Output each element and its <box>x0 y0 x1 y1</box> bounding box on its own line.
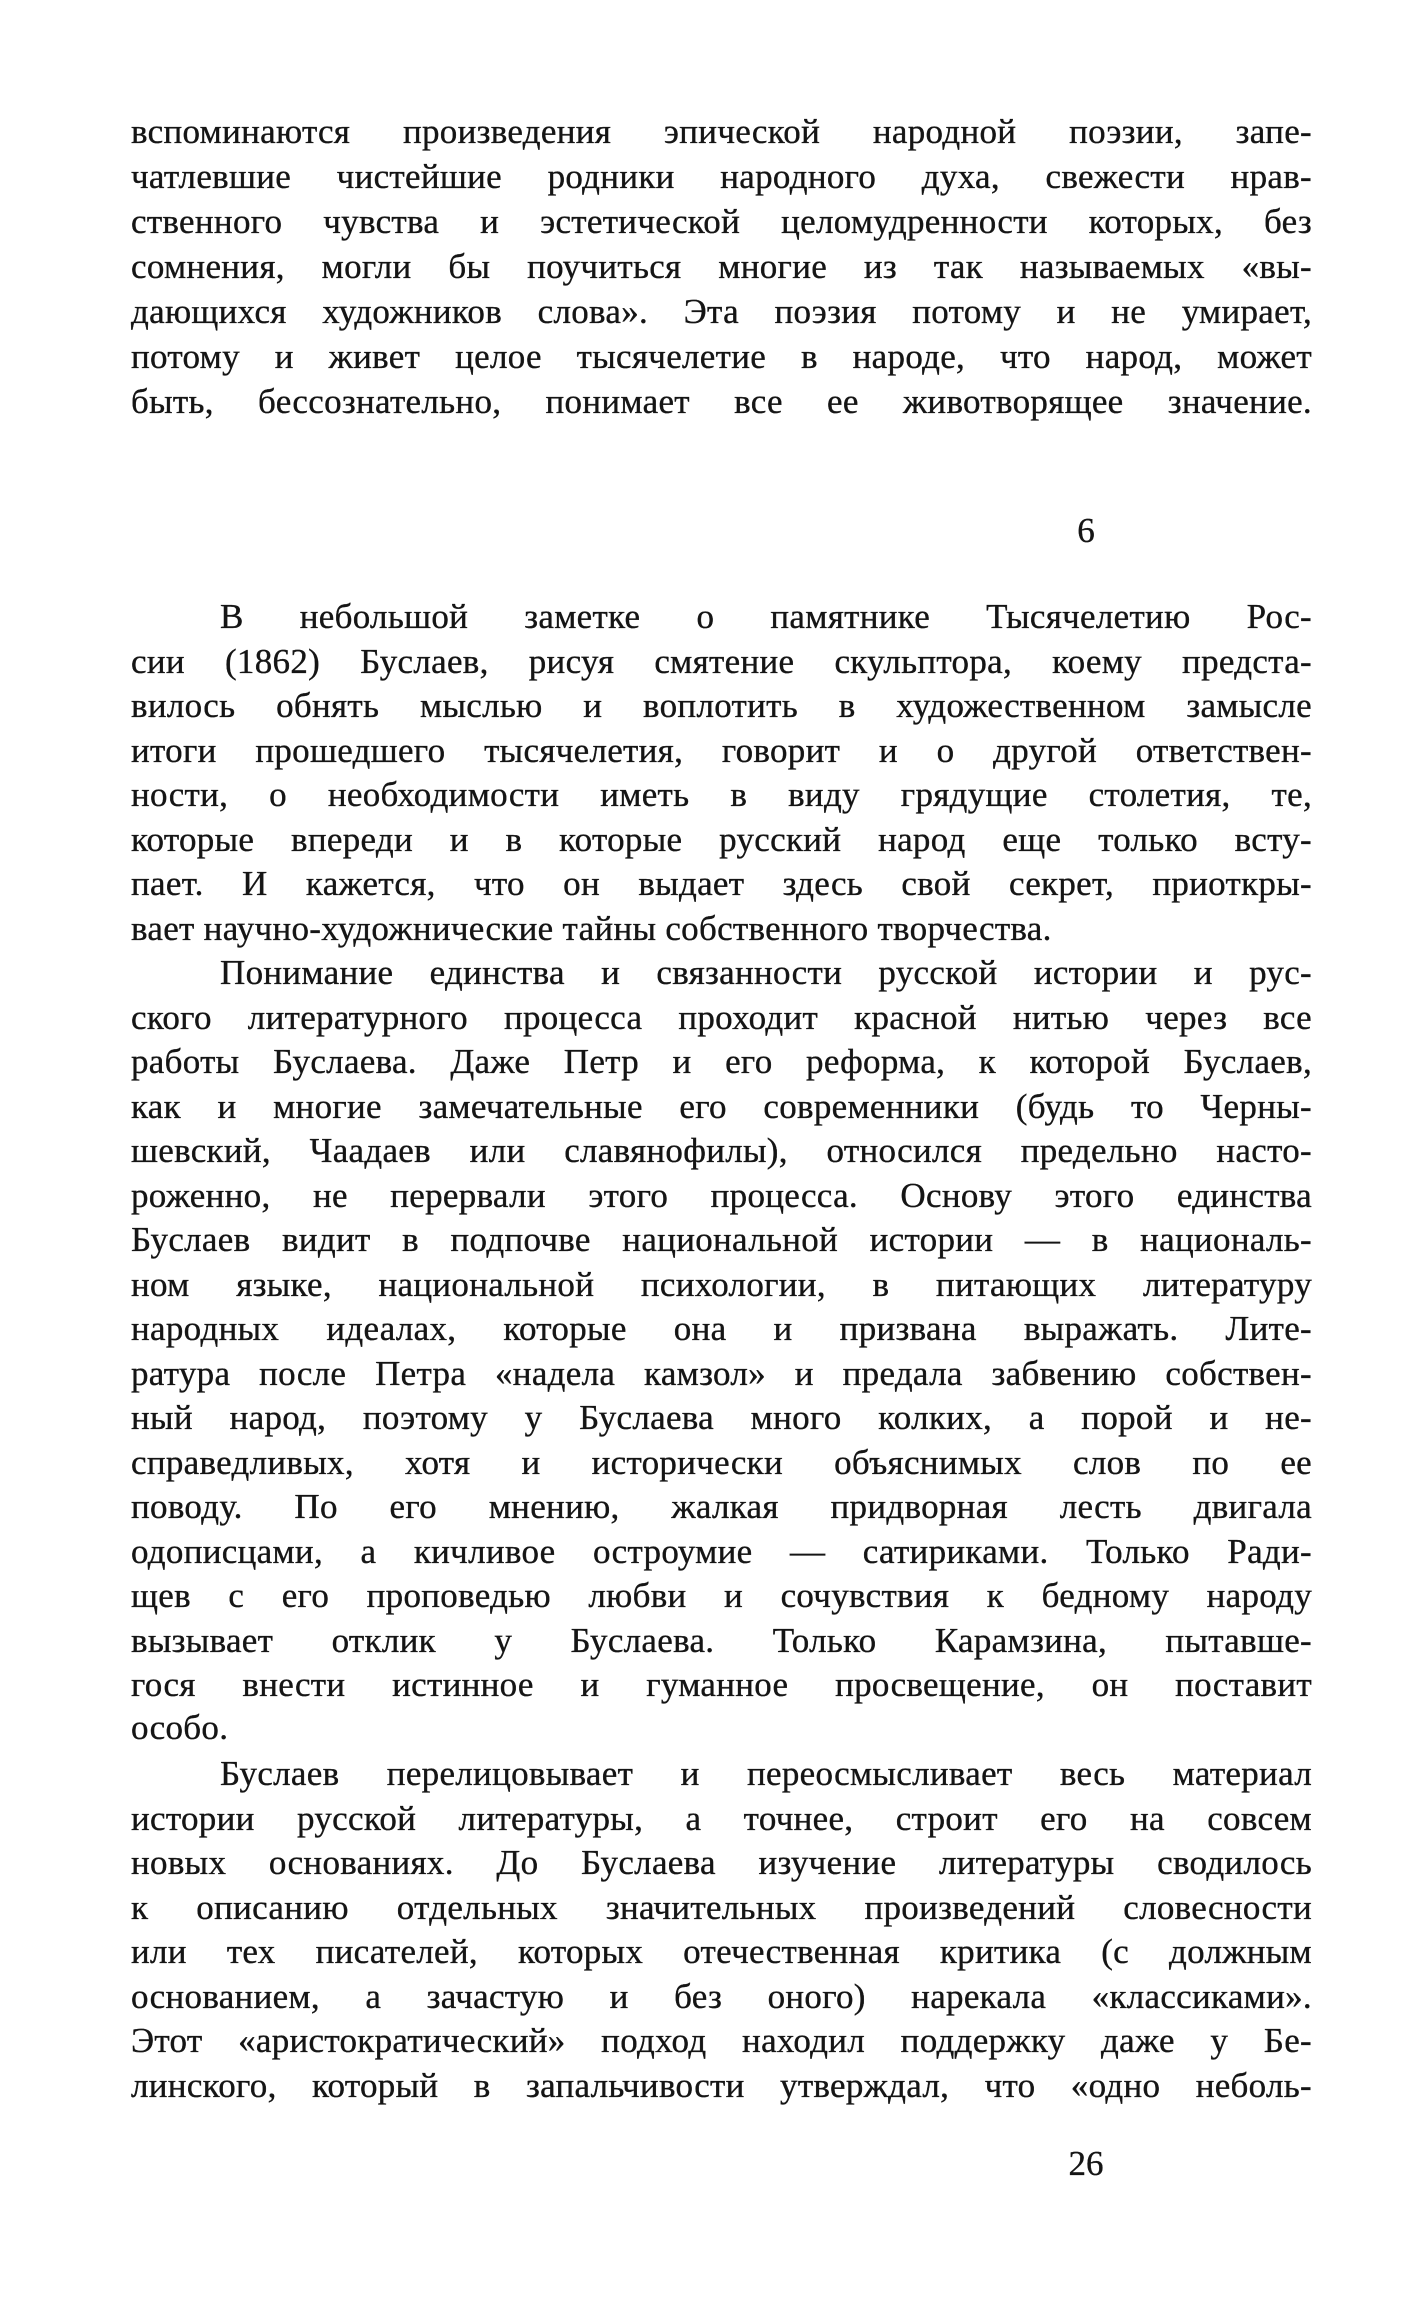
text-line: ный народ, поэтому у Буслаева много колких, а порой и не- <box>131 1398 1312 1437</box>
text-line: Понимание единства и связанности русской истории и рус- <box>220 953 1312 992</box>
text-line: основанием, а зачастую и без оного) нарекала «классиками». <box>131 1977 1312 2016</box>
text-line: сии (1862) Буслаев, рисуя смятение скульптора, коему предста- <box>131 642 1312 681</box>
text-line: истории русской литературы, а точнее, строит его на совсем <box>131 1799 1312 1838</box>
text-line: ности, о необходимости иметь в виду грядущие столетия, те, <box>131 775 1312 814</box>
text-line: народных идеалах, которые она и призвана выражать. Лите- <box>131 1309 1312 1348</box>
text-line: к описанию отдельных значительных произведений словесности <box>131 1888 1312 1927</box>
text-line: вилось обнять мыслью и воплотить в художественном замысле <box>131 686 1312 725</box>
text-line: Этот «аристократический» подход находил поддержку даже у Бе- <box>131 2021 1312 2060</box>
text-line: щев с его проповедью любви и сочувствия к бедному народу <box>131 1576 1312 1615</box>
text-line: вспоминаются произведения эпической народной поэзии, запе- <box>131 112 1312 151</box>
section-number: 6 <box>1077 511 1095 550</box>
text-line: ского литературного процесса проходит красной нитью через все <box>131 998 1312 1037</box>
text-line: вызывает отклик у Буслаева. Только Карамзина, пытавше- <box>131 1621 1312 1660</box>
text-line: или тех писателей, которых отечественная критика (с должным <box>131 1932 1312 1971</box>
text-line: которые впереди и в которые русский народ еще только всту- <box>131 820 1312 859</box>
text-line: поводу. По его мнению, жалкая придворная лесть двигала <box>131 1487 1312 1526</box>
text-line: Буслаев видит в подпочве национальной истории — в националь- <box>131 1220 1312 1259</box>
page-number: 26 <box>1068 2144 1104 2183</box>
text-line: как и многие замечательные его современники (будь то Черны- <box>131 1087 1312 1126</box>
text-line: ратура после Петра «надела камзол» и предала забвению собствен- <box>131 1354 1312 1393</box>
text-line: справедливых, хотя и исторически объяснимых слов по ее <box>131 1443 1312 1482</box>
text-line: ственного чувства и эстетической целомудренности которых, без <box>131 202 1312 241</box>
text-line: роженно, не перервали этого процесса. Основу этого единства <box>131 1176 1312 1215</box>
text-line: линского, который в запальчивости утверждал, что «одно неболь- <box>131 2066 1312 2105</box>
text-line: ном языке, национальной психологии, в питающих литературу <box>131 1265 1312 1304</box>
text-line: дающихся художников слова». Эта поэзия потому и не умирает, <box>131 292 1312 331</box>
text-line: особо. <box>131 1708 229 1747</box>
text-line: потому и живет целое тысячелетие в народе, что народ, может <box>131 337 1312 376</box>
text-line: Буслаев перелицовывает и переосмысливает весь материал <box>220 1754 1312 1793</box>
text-line: гося внести истинное и гуманное просвещение, он поставит <box>131 1665 1312 1704</box>
text-line: вает научно-художнические тайны собственного творчества. <box>131 909 1052 948</box>
text-line: итоги прошедшего тысячелетия, говорит и о другой ответствен- <box>131 731 1312 770</box>
text-line: пает. И кажется, что он выдает здесь свой секрет, приоткры- <box>131 864 1312 903</box>
text-line: работы Буслаева. Даже Петр и его реформа, к которой Буслаев, <box>131 1042 1312 1081</box>
text-line: сомнения, могли бы поучиться многие из так называемых «вы- <box>131 247 1312 286</box>
text-line: В небольшой заметке о памятнике Тысячелетию Рос- <box>220 597 1312 636</box>
text-line: новых основаниях. До Буслаева изучение литературы сводилось <box>131 1843 1312 1882</box>
text-line: быть, бессознательно, понимает все ее животворящее значение. <box>131 382 1312 421</box>
text-line: шевский, Чаадаев или славянофилы), относился предельно насто- <box>131 1131 1312 1170</box>
text-line: одописцами, а кичливое остроумие — сатириками. Только Ради- <box>131 1532 1312 1571</box>
text-line: чатлевшие чистейшие родники народного духа, свежести нрав- <box>131 157 1312 196</box>
